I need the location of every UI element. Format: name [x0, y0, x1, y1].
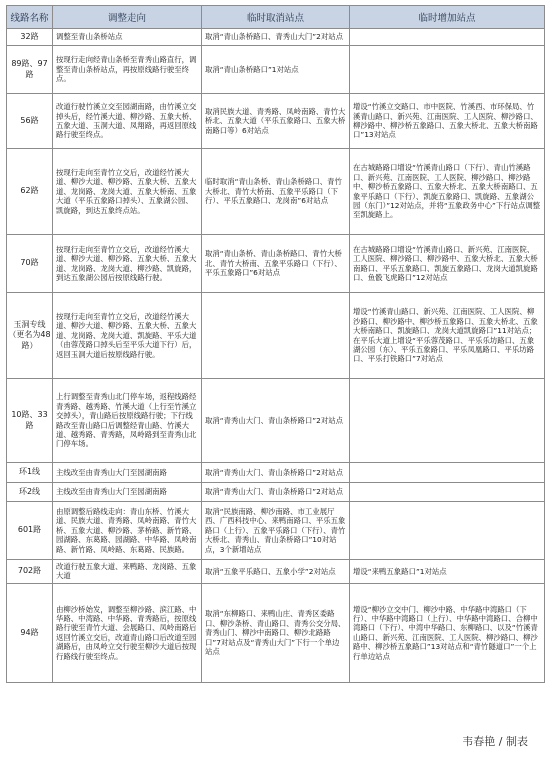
- cancelled-stops-cell: 取消民族大道、青秀路、凤岭南路、青竹大桥北、五象大道（平乐五象路口、五象大桥南路口等）6对站点: [202, 94, 350, 149]
- direction-cell: 上行调整至青秀山北门停车场，返程线路经青秀路、越秀路、竹溪大道（上行至竹溪立交掉头），青山路后按原线路行驶；下行线路改至青山路口后调整经青山路、竹溪大道、越秀路、青秀路，凤岭路到至青秀山北门停车场。: [53, 379, 202, 463]
- table-header-row: [7, 6, 545, 29]
- table-row: [7, 483, 545, 502]
- direction-cell: 由柳沙桥始发，调整至柳沙路、滨江路、中华路、中湾路、中华路、青秀路后，按原线路行驶至青竹大道、会展路口、凤岭南路后返回竹溪立交后，改道青山路口后改道至园湖路后，由凤岭立交行驶至柳沙大道后按现行路线行驶至终点。: [53, 583, 202, 682]
- cancelled-stops-cell: 取消“青秀山大门、青山条桥路口”2对站点: [202, 463, 350, 483]
- cancelled-stops-cell: 取消“民族南路、柳沙南路、市工业展厅西、广西科技中心、来鸭南路口、平乐五象路口（上行）、五象平乐路口（下行）、青竹大桥北、青秀山、青山条桥路口”10对站点，3个新增站点: [202, 502, 350, 560]
- added-stops-cell: 在古城路路口增设“竹溪青山路口（下行）、青山竹溪路口、新兴苑、江南医院、工人医院、柳沙路口、柳沙路中、柳沙桥五象路口、五象大桥北、五象大桥南路口、五象平乐路口（下行）、凯旋五象路口、凯旋路、五象湖公园（东门）”12对站点，并将“五象政务中心”下行站点调整至凯旋路上。: [350, 149, 545, 235]
- route-name-cell: 玉洞专线（更名为48路）: [7, 293, 53, 379]
- header-cancelled-stops: 临时取消站点: [202, 6, 350, 29]
- route-name-cell: 702路: [7, 560, 53, 584]
- direction-cell: 按现行走向至青竹立交后，改道经竹溪大道、柳沙大道、柳沙路、五象大桥、五象大道、龙岗路、龙岗大道、柳沙路、凯旋路，到达五象湖公园后按原线路行驶。: [53, 235, 202, 293]
- route-name-cell: 70路: [7, 235, 53, 293]
- header-adjusted-direction: 调整走向: [53, 6, 202, 29]
- cancelled-stops-cell: 取消“青山条桥路口”1对站点: [202, 46, 350, 94]
- table-row: [7, 293, 545, 379]
- added-stops-cell: [350, 463, 545, 483]
- table-row: [7, 149, 545, 235]
- route-name-cell: 环1线: [7, 463, 53, 483]
- header-added-stops: 临时增加站点: [350, 6, 545, 29]
- added-stops-cell: 增设“柳沙立交中门、柳沙中路、中华路中湾路口（下行）、中华路中湾路口（上行）、中华路中湾路口、合柳中湾路口（下行）、中湾中华路口、东柳路口、以及“竹溪青山路口、新兴苑、江南医院、工人医院、柳沙路口、柳沙路中、柳沙桥五象路口”13对站点和“青竹隧道口”一个上行单边站点: [350, 583, 545, 682]
- table-row: [7, 379, 545, 463]
- direction-cell: 主线改至由青秀山大门至园湖南路: [53, 483, 202, 502]
- header-route-name: 线路名称: [7, 6, 53, 29]
- route-name-cell: 环2线: [7, 483, 53, 502]
- table-row: [7, 29, 545, 46]
- table-row: [7, 46, 545, 94]
- cancelled-stops-cell: 取消“青秀山大门、青山条桥路口”2对站点: [202, 483, 350, 502]
- added-stops-cell: [350, 379, 545, 463]
- added-stops-cell: [350, 46, 545, 94]
- direction-cell: 改道行驶竹溪立交至园湖南路，由竹溪立交掉头后，经竹溪大道、柳沙路、五象大桥、五象大道、玉洞大道、凤翔路，再返回原线路行驶至终点。: [53, 94, 202, 149]
- added-stops-cell: 增设“竹溪立交路口、市中医院、竹溪西、市环保局、竹溪青山路口、新兴苑、江南医院、工人医院、柳沙路口、柳沙路中、柳沙桥五象路口、五象大桥北、五象大桥南路口”13对站点: [350, 94, 545, 149]
- cancelled-stops-cell: 临时取消“青山条桥、青山条桥路口、青竹大桥北、青竹大桥南、五象平乐路口（下行）、平乐五象路口、龙岗南”6对站点: [202, 149, 350, 235]
- direction-cell: 按现行走向至青竹立交后，改道经竹溪大道、柳沙大道、柳沙路、五象大桥、五象大道、龙岗路、龙岗大道、五象大桥南、五象大道（平乐五象路口掉头）、五象湖公园、凯旋路，到达五象终点站。: [53, 149, 202, 235]
- cancelled-stops-cell: 取消“青秀山大门、青山条桥路口”2对站点: [202, 379, 350, 463]
- route-name-cell: 89路、97路: [7, 46, 53, 94]
- cancelled-stops-cell: 取消“青山条桥、青山条桥路口、青竹大桥北、青竹大桥南、五象平乐路口（下行）、平乐五象路口”6对站点: [202, 235, 350, 293]
- direction-cell: 调整至青山条桥站点: [53, 29, 202, 46]
- table-row: [7, 560, 545, 584]
- cancelled-stops-cell: 取消“五象平乐路口、五象小学”2对站点: [202, 560, 350, 584]
- cancelled-stops-cell: [202, 293, 350, 379]
- cancelled-stops-cell: 取消“青山条桥路口、青秀山大门”2对站点: [202, 29, 350, 46]
- direction-cell: 由原调整后路线走向：青山东桥、竹溪大道、民族大道、青秀路、凤岭南路、青竹大桥、五象大道、柳沙路、茅桥路、新竹路、园湖路、东葛路、园湖路、中华路、凤岭南路、新竹路、凤岭路、东葛路、民族路。: [53, 502, 202, 560]
- route-name-cell: 32路: [7, 29, 53, 46]
- added-stops-cell: 在古城路路口增设“竹溪青山路口、新兴苑、江南医院、工人医院、柳沙路口、柳沙路中、五象大桥北、五象大桥南路口、平乐五象路口、凯旋五象路口、龙岗大道凯旋路口、鱼骰飞虎路口”12对站点: [350, 235, 545, 293]
- table-row: [7, 463, 545, 483]
- route-name-cell: 62路: [7, 149, 53, 235]
- direction-cell: 主线改至由青秀山大门至园湖南路: [53, 463, 202, 483]
- cancelled-stops-cell: 取消“东柳路口、来鸭山庄、青秀区委路口、柳沙条桥、青山路口、青秀公交分局、青秀山门、柳沙中南路口、柳沙北路路口”7对站点及“青秀山大门”下行一个单边站点: [202, 583, 350, 682]
- table-row: [7, 94, 545, 149]
- table-credit: 韦春艳 / 制表: [462, 735, 528, 748]
- direction-cell: 改道行驶五象大道、来鸭路、龙岗路、五象大道: [53, 560, 202, 584]
- added-stops-cell: [350, 483, 545, 502]
- route-name-cell: 94路: [7, 583, 53, 682]
- table-row: [7, 235, 545, 293]
- added-stops-cell: [350, 29, 545, 46]
- added-stops-cell: 增设“来鸭五象路口”1对站点: [350, 560, 545, 584]
- direction-cell: 按现行走向至青竹立交后，改道经竹溪大道、柳沙大道、柳沙路、五象大桥、五象大道、龙岗路、龙岗大道、凯旋路、平乐大道（由蓉茂路口掉头后至平乐大道下行）后，返回玉洞大道后按原线路行驶。: [53, 293, 202, 379]
- table-row: [7, 583, 545, 682]
- route-name-cell: 56路: [7, 94, 53, 149]
- route-name-cell: 601路: [7, 502, 53, 560]
- direction-cell: 按现行走向经青山条桥至青秀山路直行，调整至青山条桥站点，再按原线路行驶至终点。: [53, 46, 202, 94]
- route-name-cell: 10路、33路: [7, 379, 53, 463]
- added-stops-cell: [350, 502, 545, 560]
- route-adjustment-table: [6, 5, 545, 683]
- table-row: [7, 502, 545, 560]
- added-stops-cell: 增设“竹溪青山路口、新兴苑、江南医院、工人医院、柳沙路口、柳沙路中、柳沙桥五象路口、五象大桥北、五象大桥南路口、凯旋路口、龙岗大道凯旋路口”11对站点；在平乐大道上增设“平乐蓉茂路口、平乐乐坊路口、五象湖公园（东）、平乐五象路口、平乐凤凰路口、平乐坊路口、平乐打铁路口”7对站点: [350, 293, 545, 379]
